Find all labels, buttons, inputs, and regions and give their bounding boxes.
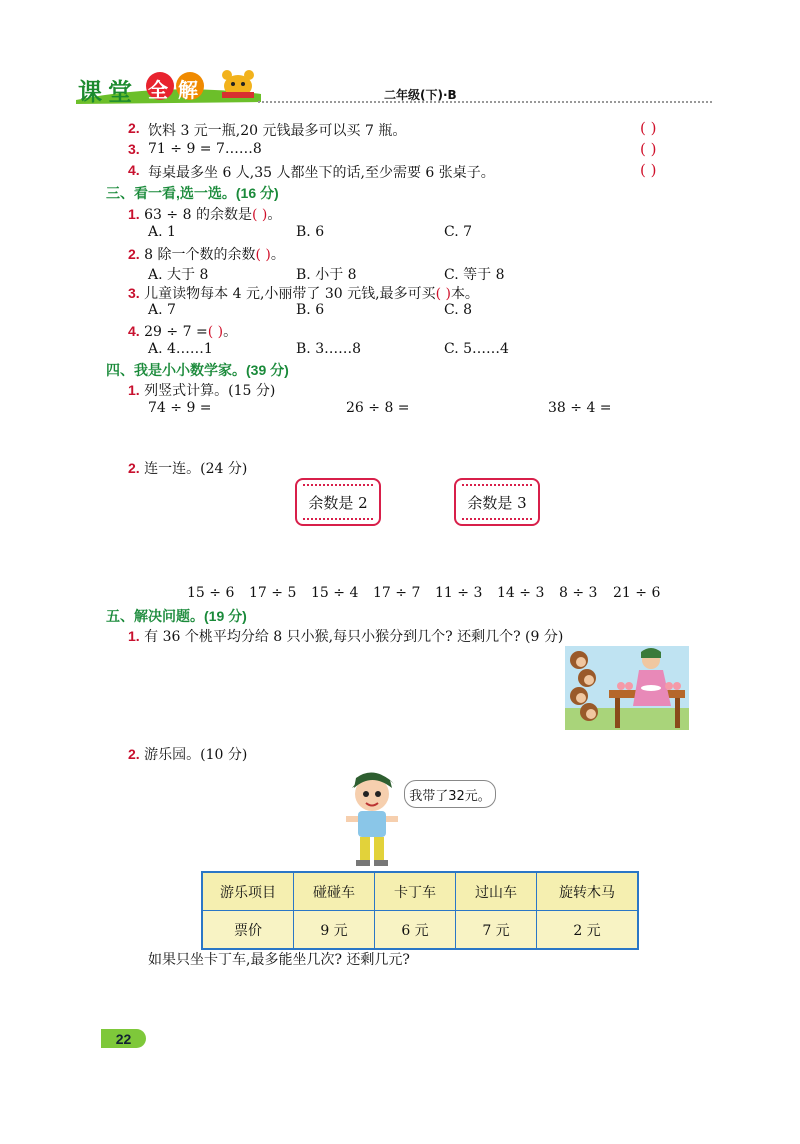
answer-paren[interactable]: ( ) (640, 119, 657, 137)
question: 1. 列竖式计算。(15 分) (128, 382, 276, 399)
logo-char-3: 全 (148, 78, 168, 102)
expression-item[interactable]: 15 ÷ 4 (311, 585, 359, 601)
judge-item-num: 4. (128, 162, 140, 178)
option-b[interactable]: B. 6 (296, 224, 325, 240)
boy-character-illustration (342, 766, 404, 868)
answer-paren[interactable]: ( ) (251, 207, 268, 223)
answer-paren[interactable]: ( ) (640, 161, 657, 179)
option-a[interactable]: A. 7 (148, 302, 176, 318)
box-border-decoration (303, 484, 373, 486)
question: 1. 有 36 个桃平均分给 8 只小猴,每只小猴分到几个? 还剩几个? (9 分) (128, 628, 564, 645)
table-cell: 7 元 (456, 911, 537, 950)
section-4-title: 四、我是小小数学家。(39 分) (106, 362, 289, 378)
question-text: 如果只坐卡丁车,最多能坐几次? 还剩几元? (148, 952, 410, 968)
judge-item-num: 3. (128, 141, 140, 157)
box-border-decoration (462, 518, 532, 520)
remainder-2-label: 余数是 2 (308, 493, 368, 512)
page-number: 22 (101, 1029, 146, 1048)
option-b[interactable]: B. 3……8 (296, 341, 362, 357)
question: 4. 29 ÷ 7 =( )。 (128, 323, 238, 340)
remainder-2-box[interactable] (295, 478, 381, 526)
option-c[interactable]: C. 等于 8 (444, 267, 505, 283)
table-cell: 9 元 (294, 911, 375, 950)
option-c[interactable]: C. 5……4 (444, 341, 509, 357)
table-row (202, 911, 638, 950)
judge-item-text: 每桌最多坐 6 人,35 人都坐下的话,至少需要 6 张桌子。 (148, 165, 495, 181)
header-divider (258, 101, 712, 103)
table-header-row (202, 872, 638, 911)
expression-item[interactable]: 21 ÷ 6 (613, 585, 661, 601)
answer-paren[interactable]: ( ) (435, 286, 451, 302)
speech-bubble: 我带了32元。 (404, 780, 496, 808)
section-5-title: 五、解决问题。(19 分) (106, 608, 247, 624)
table-cell: 卡丁车 (375, 872, 456, 911)
question: 3. 儿童读物每本 4 元,小丽带了 30 元钱,最多可买( )本。 (128, 285, 479, 302)
question: 2. 8 除一个数的余数( )。 (128, 246, 285, 263)
remainder-3-box[interactable] (454, 478, 540, 526)
expression-item[interactable]: 14 ÷ 3 (497, 585, 545, 601)
grade-label: 二年级(下)·B (384, 88, 457, 102)
option-a[interactable]: A. 1 (148, 224, 176, 240)
expression-item[interactable]: 11 ÷ 3 (435, 585, 483, 601)
answer-paren[interactable]: ( ) (255, 247, 271, 263)
table-cell: 6 元 (375, 911, 456, 950)
box-border-decoration (462, 484, 532, 486)
expression: 74 ÷ 9 = (148, 400, 212, 416)
expression-item[interactable]: 15 ÷ 6 (187, 585, 235, 601)
logo-char-2: 堂 (108, 78, 132, 106)
expression: 26 ÷ 8 = (346, 400, 410, 416)
answer-paren[interactable]: ( ) (640, 140, 657, 158)
option-a[interactable]: A. 4……1 (148, 341, 213, 357)
monkeys-peaches-illustration (565, 646, 689, 730)
question: 1. 63 ÷ 8 的余数是( )。 (128, 206, 282, 223)
option-c[interactable]: C. 7 (444, 224, 473, 240)
judge-item-num: 2. (128, 120, 140, 136)
option-c[interactable]: C. 8 (444, 302, 473, 318)
option-b[interactable]: B. 6 (296, 302, 325, 318)
table-cell: 2 元 (537, 911, 639, 950)
expression-item[interactable]: 8 ÷ 3 (559, 585, 598, 601)
option-a[interactable]: A. 大于 8 (148, 267, 209, 283)
box-border-decoration (303, 518, 373, 520)
judge-item-text: 71 ÷ 9 = 7……8 (148, 141, 262, 157)
table-cell: 游乐项目 (202, 872, 294, 911)
table-cell: 过山车 (456, 872, 537, 911)
question: 2. 游乐园。(10 分) (128, 746, 248, 763)
table-cell: 碰碰车 (294, 872, 375, 911)
question: 2. 连一连。(24 分) (128, 460, 248, 477)
option-b[interactable]: B. 小于 8 (296, 267, 357, 283)
section-3-title: 三、看一看,选一选。(16 分) (106, 185, 279, 201)
answer-paren[interactable]: ( ) (207, 324, 224, 340)
table-cell: 旋转木马 (537, 872, 639, 911)
expression: 38 ÷ 4 = (548, 400, 612, 416)
ticket-price-table (201, 871, 639, 950)
judge-item-text: 饮料 3 元一瓶,20 元钱最多可以买 7 瓶。 (148, 123, 407, 139)
bear-mascot-icon (216, 68, 260, 98)
expression-item[interactable]: 17 ÷ 7 (373, 585, 421, 601)
expression-item[interactable]: 17 ÷ 5 (249, 585, 297, 601)
logo-char-1: 课 (78, 78, 102, 106)
logo-char-4: 解 (178, 78, 198, 102)
remainder-3-label: 余数是 3 (467, 493, 527, 512)
table-cell: 票价 (202, 911, 294, 950)
